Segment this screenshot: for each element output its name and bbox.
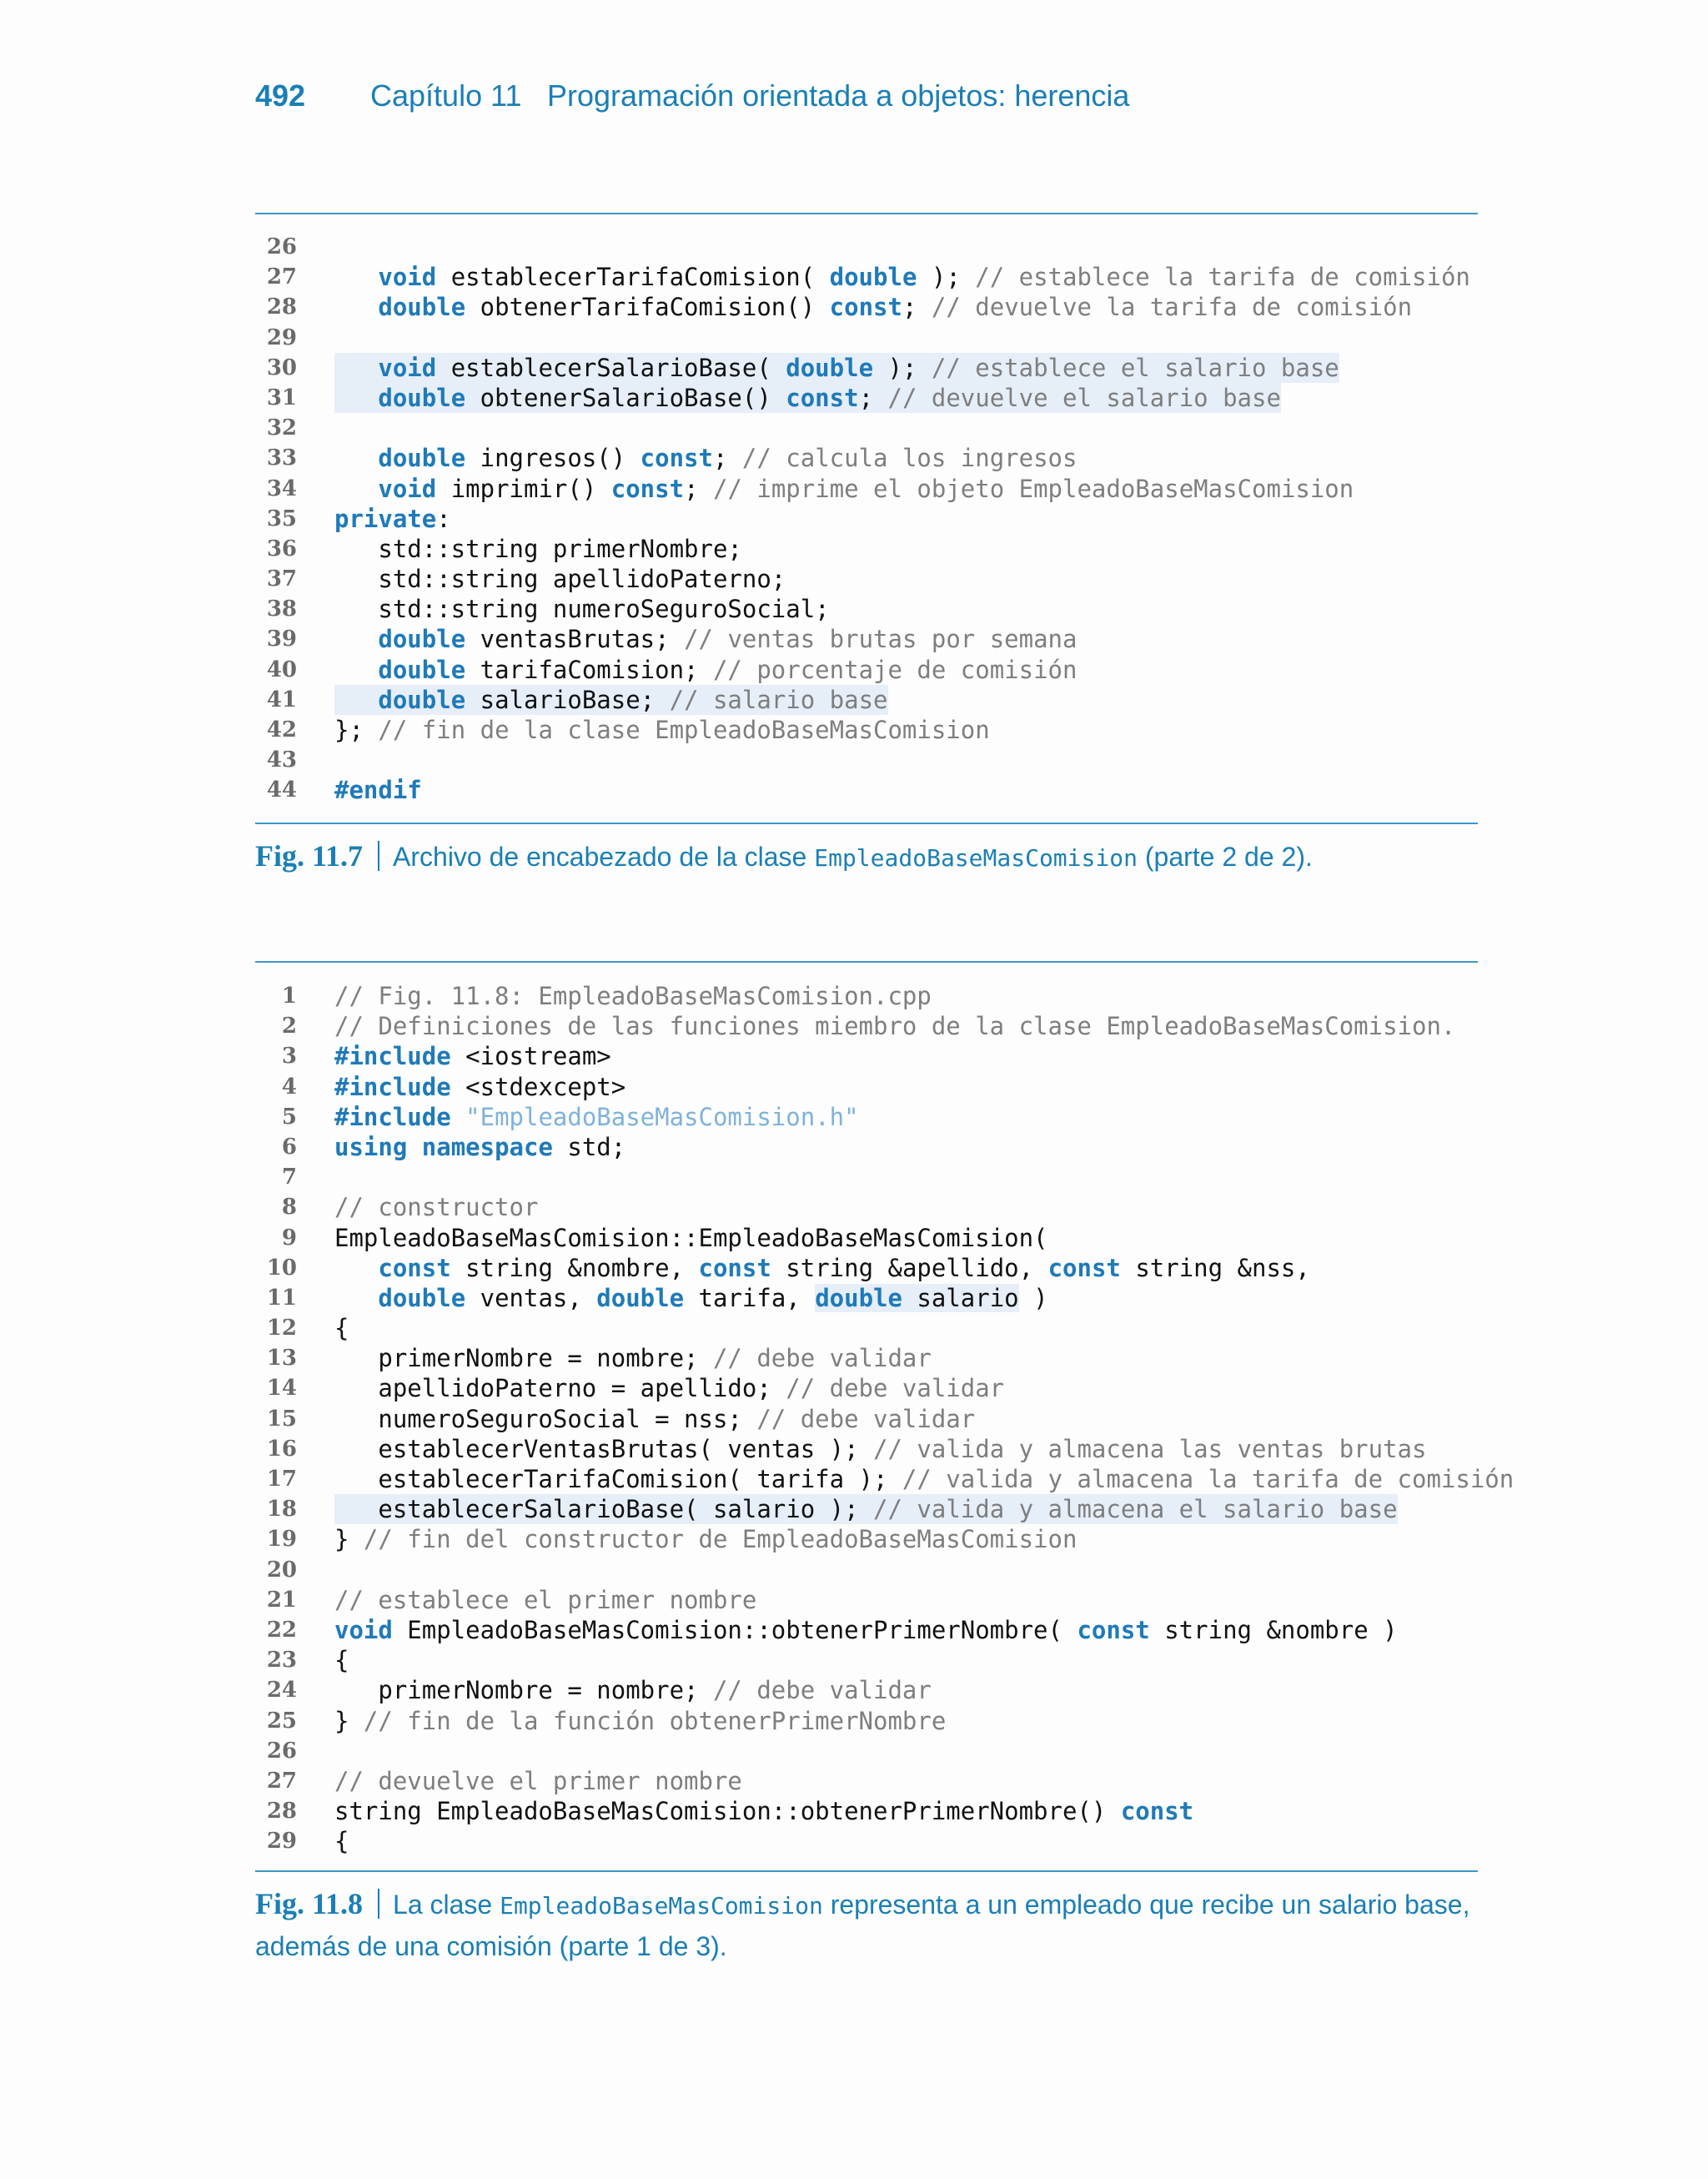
code-line bbox=[255, 1826, 1478, 1856]
code-token-comment: // valida y almacena las ventas brutas bbox=[873, 1434, 1427, 1463]
code-token-keyword: double bbox=[378, 383, 466, 412]
line-number: 28 bbox=[266, 1799, 297, 1824]
line-number: 30 bbox=[266, 355, 297, 380]
code-token-comment: // porcentaje de comisión bbox=[712, 655, 1078, 684]
listing-bottom-rule bbox=[255, 823, 1478, 824]
code-token-text bbox=[334, 293, 378, 321]
code-line bbox=[255, 323, 1478, 353]
running-header bbox=[255, 78, 1129, 120]
line-number: 6 bbox=[281, 1134, 297, 1160]
line-number: 28 bbox=[266, 294, 297, 320]
code-token-comment: // debe validar bbox=[756, 1404, 976, 1433]
code-token-text: salario bbox=[902, 1283, 1019, 1312]
code-line bbox=[255, 413, 1478, 443]
code-line bbox=[255, 1011, 1478, 1041]
code-text bbox=[334, 1675, 932, 1705]
code-token-text: establecerTarifaComision( bbox=[436, 263, 830, 292]
code-token-text bbox=[334, 686, 378, 714]
line-number: 31 bbox=[266, 385, 297, 410]
code-line bbox=[255, 1132, 1478, 1162]
line-number: 24 bbox=[266, 1678, 297, 1703]
listing-top-rule bbox=[255, 213, 1478, 214]
code-token-comment: // debe validar bbox=[712, 1676, 932, 1705]
line-number: 14 bbox=[266, 1376, 297, 1402]
code-text bbox=[334, 1524, 1077, 1554]
code-token-keyword: const bbox=[786, 383, 859, 412]
code-token-text: apellidoPaterno = apellido; bbox=[334, 1374, 786, 1403]
code-token-keyword: double bbox=[378, 655, 466, 684]
code-text bbox=[334, 383, 1281, 413]
code-token-comment: // devuelve el salario base bbox=[887, 383, 1281, 412]
code-text bbox=[334, 715, 990, 745]
code-token-text: <stdexcept> bbox=[450, 1072, 626, 1101]
code-token-keyword: double bbox=[378, 1283, 466, 1312]
code-token-keyword: const bbox=[1120, 1797, 1194, 1826]
caption-code: EmpleadoBaseMasComision bbox=[500, 1892, 823, 1920]
code-token-text: { bbox=[334, 1827, 349, 1856]
code-token-text: salarioBase; bbox=[465, 685, 670, 714]
caption-text: (parte 2 de 2). bbox=[1137, 842, 1313, 872]
code-line bbox=[255, 715, 1478, 745]
code-token-text: establecerTarifaComision( tarifa ); bbox=[334, 1465, 902, 1493]
code-token-comment: // Fig. 11.8: EmpleadoBaseMasComision.cpp bbox=[334, 982, 932, 1010]
line-number: 19 bbox=[266, 1527, 297, 1552]
caption-code: EmpleadoBaseMasComision bbox=[814, 844, 1138, 872]
code-token-comment: // valida y almacena el salario base bbox=[873, 1495, 1398, 1524]
code-text bbox=[334, 685, 888, 715]
code-line bbox=[255, 443, 1478, 473]
code-line bbox=[255, 1253, 1478, 1283]
code-token-text: ); bbox=[873, 353, 932, 382]
line-number: 35 bbox=[266, 506, 297, 531]
code-token-keyword: void bbox=[378, 474, 437, 503]
chapter-title: Programación orientada a objetos: herencia bbox=[547, 78, 1130, 113]
code-token-text: <iostream> bbox=[450, 1042, 611, 1071]
code-token-comment: // devuelve el primer nombre bbox=[334, 1766, 742, 1795]
code-token-comment: // establece el primer nombre bbox=[334, 1585, 757, 1614]
code-token-text bbox=[334, 625, 378, 653]
code-line bbox=[255, 1041, 1478, 1071]
code-line bbox=[255, 534, 1478, 564]
code-line bbox=[255, 1736, 1478, 1766]
code-token-text: string &nombre ) bbox=[1149, 1615, 1398, 1644]
code-token-text: ); bbox=[917, 263, 976, 292]
code-text bbox=[334, 443, 1077, 473]
code-line bbox=[255, 775, 1478, 805]
code-line bbox=[255, 232, 1478, 262]
line-number: 42 bbox=[266, 717, 297, 742]
code-text bbox=[334, 1132, 625, 1162]
code-listing-fig-11-7 bbox=[255, 232, 1478, 806]
code-token-text bbox=[334, 475, 378, 503]
code-token-keyword: double bbox=[829, 263, 917, 292]
code-token-keyword: const bbox=[1047, 1253, 1121, 1282]
code-text bbox=[334, 1645, 349, 1675]
code-text bbox=[334, 624, 1077, 654]
line-number: 37 bbox=[266, 566, 297, 592]
code-token-text: numeroSeguroSocial = nss; bbox=[334, 1404, 757, 1433]
code-token-text: EmpleadoBaseMasComision::EmpleadoBaseMasComision( bbox=[334, 1223, 1048, 1252]
code-line bbox=[255, 1373, 1478, 1403]
code-text bbox=[334, 594, 830, 624]
code-token-text: } bbox=[334, 1525, 364, 1554]
line-number: 26 bbox=[266, 1738, 297, 1764]
line-number: 8 bbox=[281, 1195, 297, 1220]
line-number: 40 bbox=[266, 657, 297, 682]
code-text bbox=[334, 1373, 1004, 1403]
code-line bbox=[255, 685, 1478, 715]
code-token-text: establecerVentasBrutas( ventas ); bbox=[334, 1434, 874, 1463]
line-number: 17 bbox=[266, 1467, 297, 1492]
code-text bbox=[334, 1494, 1398, 1524]
line-number: 25 bbox=[266, 1708, 297, 1734]
code-token-comment: // fin del constructor de EmpleadoBaseMasComision bbox=[363, 1525, 1078, 1554]
code-token-comment: // debe validar bbox=[786, 1374, 1005, 1403]
code-text bbox=[334, 564, 786, 594]
code-token-text: obtenerSalarioBase() bbox=[465, 383, 786, 412]
code-line bbox=[255, 504, 1478, 534]
code-line bbox=[255, 1494, 1478, 1524]
code-token-text: ; bbox=[712, 444, 742, 473]
line-number: 11 bbox=[266, 1285, 297, 1311]
code-line bbox=[255, 262, 1478, 292]
code-token-text: ventas, bbox=[465, 1283, 597, 1312]
code-text bbox=[334, 504, 451, 534]
code-token-keyword: double bbox=[378, 685, 466, 714]
line-number: 13 bbox=[266, 1346, 297, 1371]
code-token-comment: // imprime el objeto EmpleadoBaseMasComision bbox=[712, 474, 1354, 503]
code-token-keyword: const bbox=[378, 1253, 451, 1282]
code-token-keyword: double bbox=[378, 444, 466, 473]
code-text bbox=[334, 1072, 625, 1102]
code-token-keyword: const bbox=[1077, 1615, 1150, 1644]
line-number: 34 bbox=[266, 476, 297, 501]
code-token-text: std::string numeroSeguroSocial; bbox=[334, 595, 830, 624]
code-text bbox=[334, 1766, 742, 1796]
line-number: 22 bbox=[266, 1617, 297, 1643]
code-token-comment: // fin de la función obtenerPrimerNombre bbox=[363, 1706, 947, 1735]
code-token-text: tarifa, bbox=[684, 1283, 816, 1312]
code-text bbox=[334, 1585, 756, 1615]
code-token-text: primerNombre = nombre; bbox=[334, 1344, 713, 1373]
code-token-text bbox=[334, 384, 378, 412]
code-token-text: string &nombre, bbox=[450, 1253, 699, 1282]
code-token-keyword: void bbox=[378, 263, 437, 292]
code-token-keyword: const bbox=[829, 293, 902, 322]
code-token-keyword: const bbox=[698, 1253, 771, 1282]
code-token-keyword: double bbox=[378, 293, 466, 322]
code-text bbox=[334, 1253, 1310, 1283]
code-line bbox=[255, 624, 1478, 654]
code-token-text bbox=[451, 1103, 465, 1131]
chapter-label: Capítulo 11 bbox=[370, 78, 522, 113]
code-token-text: ; bbox=[858, 383, 888, 412]
caption-separator bbox=[378, 1889, 379, 1919]
code-line bbox=[255, 1555, 1478, 1585]
line-number: 41 bbox=[266, 687, 297, 712]
code-text bbox=[334, 1192, 538, 1222]
line-number: 20 bbox=[266, 1557, 297, 1583]
listing-top-rule bbox=[255, 961, 1478, 963]
code-text bbox=[334, 534, 742, 564]
code-text bbox=[334, 292, 1412, 322]
code-token-keyword: namespace bbox=[421, 1132, 553, 1161]
line-number: 38 bbox=[266, 596, 297, 622]
code-token-text: string EmpleadoBaseMasComision::obtenerPrimerNombre() bbox=[334, 1797, 1121, 1826]
code-text bbox=[334, 1434, 1426, 1464]
line-number: 16 bbox=[266, 1436, 297, 1462]
code-line bbox=[255, 1072, 1478, 1102]
code-token-text: std::string primerNombre; bbox=[334, 534, 742, 563]
code-line bbox=[255, 1645, 1478, 1675]
code-token-text bbox=[334, 444, 378, 472]
code-token-keyword: #include bbox=[334, 1102, 451, 1131]
code-text bbox=[334, 1011, 1455, 1041]
line-number: 44 bbox=[266, 777, 297, 803]
code-line bbox=[255, 745, 1478, 775]
code-token-keyword: private bbox=[334, 504, 437, 533]
line-number: 29 bbox=[266, 1829, 297, 1854]
code-token-text: primerNombre = nombre; bbox=[334, 1676, 713, 1705]
code-token-keyword: const bbox=[610, 474, 685, 503]
line-number: 1 bbox=[281, 984, 297, 1009]
line-number: 15 bbox=[266, 1406, 297, 1432]
code-token-text: ) bbox=[1018, 1283, 1048, 1312]
code-token-text bbox=[334, 354, 378, 382]
code-token-text: std; bbox=[552, 1132, 626, 1161]
code-token-text bbox=[334, 1254, 378, 1282]
code-text bbox=[334, 262, 1470, 292]
line-number: 32 bbox=[266, 415, 297, 441]
code-token-text: { bbox=[334, 1314, 349, 1343]
code-token-text bbox=[407, 1133, 421, 1161]
code-token-comment: // fin de la clase EmpleadoBaseMasComision bbox=[378, 716, 990, 744]
code-text bbox=[334, 353, 1339, 383]
line-number: 3 bbox=[281, 1044, 297, 1069]
code-line bbox=[255, 292, 1478, 322]
code-token-text: EmpleadoBaseMasComision::obtenerPrimerNombre( bbox=[392, 1615, 1078, 1644]
caption-text: Archivo de encabezado de la clase bbox=[393, 842, 815, 872]
code-text bbox=[334, 981, 932, 1011]
caption-text: representa a un empleado que recibe un salario base, además de una comisión (parte 1 de 3). bbox=[255, 1890, 1470, 1961]
code-token-text bbox=[334, 1284, 378, 1312]
figure-label: Fig. 11.7 bbox=[255, 839, 364, 873]
code-text bbox=[334, 474, 1354, 504]
code-token-keyword: void bbox=[334, 1615, 393, 1644]
line-number: 23 bbox=[266, 1648, 297, 1673]
line-number: 10 bbox=[266, 1255, 297, 1281]
code-line bbox=[255, 1192, 1478, 1222]
code-line bbox=[255, 1464, 1515, 1494]
code-token-keyword: using bbox=[334, 1132, 408, 1161]
line-number: 33 bbox=[266, 445, 297, 471]
code-text bbox=[334, 1826, 349, 1856]
line-number: 9 bbox=[281, 1225, 297, 1251]
code-token-text bbox=[334, 263, 378, 291]
code-text bbox=[334, 1313, 349, 1343]
code-token-keyword: double bbox=[378, 625, 466, 654]
figure-label: Fig. 11.8 bbox=[255, 1887, 364, 1920]
code-token-string: "EmpleadoBaseMasComision.h" bbox=[465, 1102, 859, 1131]
listing-bottom-rule bbox=[255, 1870, 1478, 1872]
code-text bbox=[334, 1404, 975, 1434]
code-token-text: ; bbox=[902, 293, 932, 322]
code-token-text: ingresos() bbox=[465, 444, 640, 473]
line-number: 29 bbox=[266, 325, 297, 350]
line-number: 4 bbox=[281, 1074, 297, 1100]
code-text bbox=[334, 655, 1077, 685]
code-line bbox=[255, 383, 1478, 413]
code-token-comment: // calcula los ingresos bbox=[741, 444, 1078, 473]
line-number: 39 bbox=[266, 627, 297, 652]
code-line bbox=[255, 1615, 1478, 1645]
code-line bbox=[255, 1706, 1478, 1736]
code-token-comment: // ventas brutas por semana bbox=[684, 625, 1078, 654]
code-text bbox=[334, 1464, 1514, 1494]
code-text bbox=[334, 1796, 1193, 1826]
code-token-keyword: #endif bbox=[334, 776, 422, 805]
code-token-text: std::string apellidoPaterno; bbox=[334, 565, 786, 594]
code-token-text bbox=[334, 656, 378, 684]
code-token-text: establecerSalarioBase( bbox=[436, 353, 786, 382]
code-token-comment: // establece la tarifa de comisión bbox=[975, 263, 1470, 292]
code-line bbox=[255, 594, 1478, 624]
code-line bbox=[255, 655, 1478, 685]
line-number: 27 bbox=[266, 1768, 297, 1794]
code-line bbox=[255, 1766, 1478, 1796]
code-text bbox=[334, 1041, 611, 1071]
code-token-text: { bbox=[334, 1646, 349, 1675]
line-number: 7 bbox=[281, 1165, 297, 1190]
code-line bbox=[255, 1796, 1478, 1826]
code-line bbox=[255, 1675, 1478, 1705]
figure-caption-11-8 bbox=[255, 1884, 1478, 1966]
code-token-comment: // valida y almacena la tarifa de comisión bbox=[902, 1465, 1515, 1493]
code-listing-fig-11-8 bbox=[255, 981, 1515, 1856]
code-text bbox=[334, 1343, 932, 1373]
line-number: 26 bbox=[266, 234, 297, 259]
caption-text: La clase bbox=[393, 1890, 500, 1920]
code-line bbox=[255, 1524, 1478, 1554]
code-line bbox=[255, 981, 1478, 1011]
code-token-text: establecerSalarioBase( salario ); bbox=[334, 1495, 874, 1524]
code-line bbox=[255, 1102, 1478, 1132]
code-token-comment: // Definiciones de las funciones miembro de la clase EmpleadoBaseMasComision. bbox=[334, 1012, 1456, 1041]
code-token-text: imprimir() bbox=[436, 474, 611, 503]
code-token-keyword: double bbox=[786, 353, 874, 382]
code-token-comment: // devuelve la tarifa de comisión bbox=[931, 293, 1413, 322]
code-token-text: ventasBrutas; bbox=[465, 625, 685, 654]
code-token-keyword: #include bbox=[334, 1072, 451, 1101]
code-line bbox=[255, 564, 1478, 594]
code-line bbox=[255, 1434, 1478, 1464]
line-number: 27 bbox=[266, 264, 297, 290]
code-token-comment: // debe validar bbox=[712, 1344, 932, 1373]
code-token-keyword: double bbox=[596, 1283, 685, 1312]
code-line bbox=[255, 1404, 1478, 1434]
code-line bbox=[255, 1313, 1478, 1343]
code-token-text: tarifaComision; bbox=[465, 655, 713, 684]
code-text bbox=[334, 1615, 1398, 1645]
caption-separator bbox=[378, 841, 379, 871]
code-token-text: string &nss, bbox=[1120, 1253, 1310, 1282]
code-text bbox=[334, 775, 422, 805]
line-number: 5 bbox=[281, 1104, 297, 1130]
line-number: 18 bbox=[266, 1497, 297, 1522]
line-number: 21 bbox=[266, 1587, 297, 1613]
code-token-text: }; bbox=[334, 716, 379, 744]
code-line bbox=[255, 474, 1478, 504]
code-token-comment: // salario base bbox=[669, 685, 888, 714]
code-token-keyword: double bbox=[815, 1283, 902, 1312]
code-text bbox=[334, 1283, 1048, 1313]
code-token-keyword: #include bbox=[334, 1042, 451, 1071]
line-number: 2 bbox=[281, 1014, 297, 1039]
code-token-keyword: const bbox=[640, 444, 713, 473]
code-token-text: ; bbox=[684, 474, 713, 503]
code-text bbox=[334, 1102, 859, 1132]
code-line bbox=[255, 1343, 1478, 1373]
code-line bbox=[255, 1162, 1478, 1192]
code-token-keyword: void bbox=[378, 353, 437, 382]
code-line bbox=[255, 1283, 1478, 1313]
code-text bbox=[334, 1223, 1048, 1253]
code-token-comment: // establece el salario base bbox=[931, 353, 1339, 382]
line-number: 43 bbox=[266, 747, 297, 773]
code-token-text: : bbox=[436, 504, 451, 533]
code-line bbox=[255, 1585, 1478, 1615]
code-token-comment: // constructor bbox=[334, 1193, 539, 1222]
code-token-text: } bbox=[334, 1706, 364, 1735]
line-number: 12 bbox=[266, 1316, 297, 1341]
figure-caption-11-7 bbox=[255, 836, 1478, 878]
code-line bbox=[255, 353, 1478, 383]
code-line bbox=[255, 1223, 1478, 1253]
page-number: 492 bbox=[255, 78, 306, 113]
code-text bbox=[334, 1706, 946, 1736]
code-token-text: string &apellido, bbox=[771, 1253, 1048, 1282]
line-number: 36 bbox=[266, 536, 297, 561]
code-token-text: obtenerTarifaComision() bbox=[465, 293, 830, 322]
